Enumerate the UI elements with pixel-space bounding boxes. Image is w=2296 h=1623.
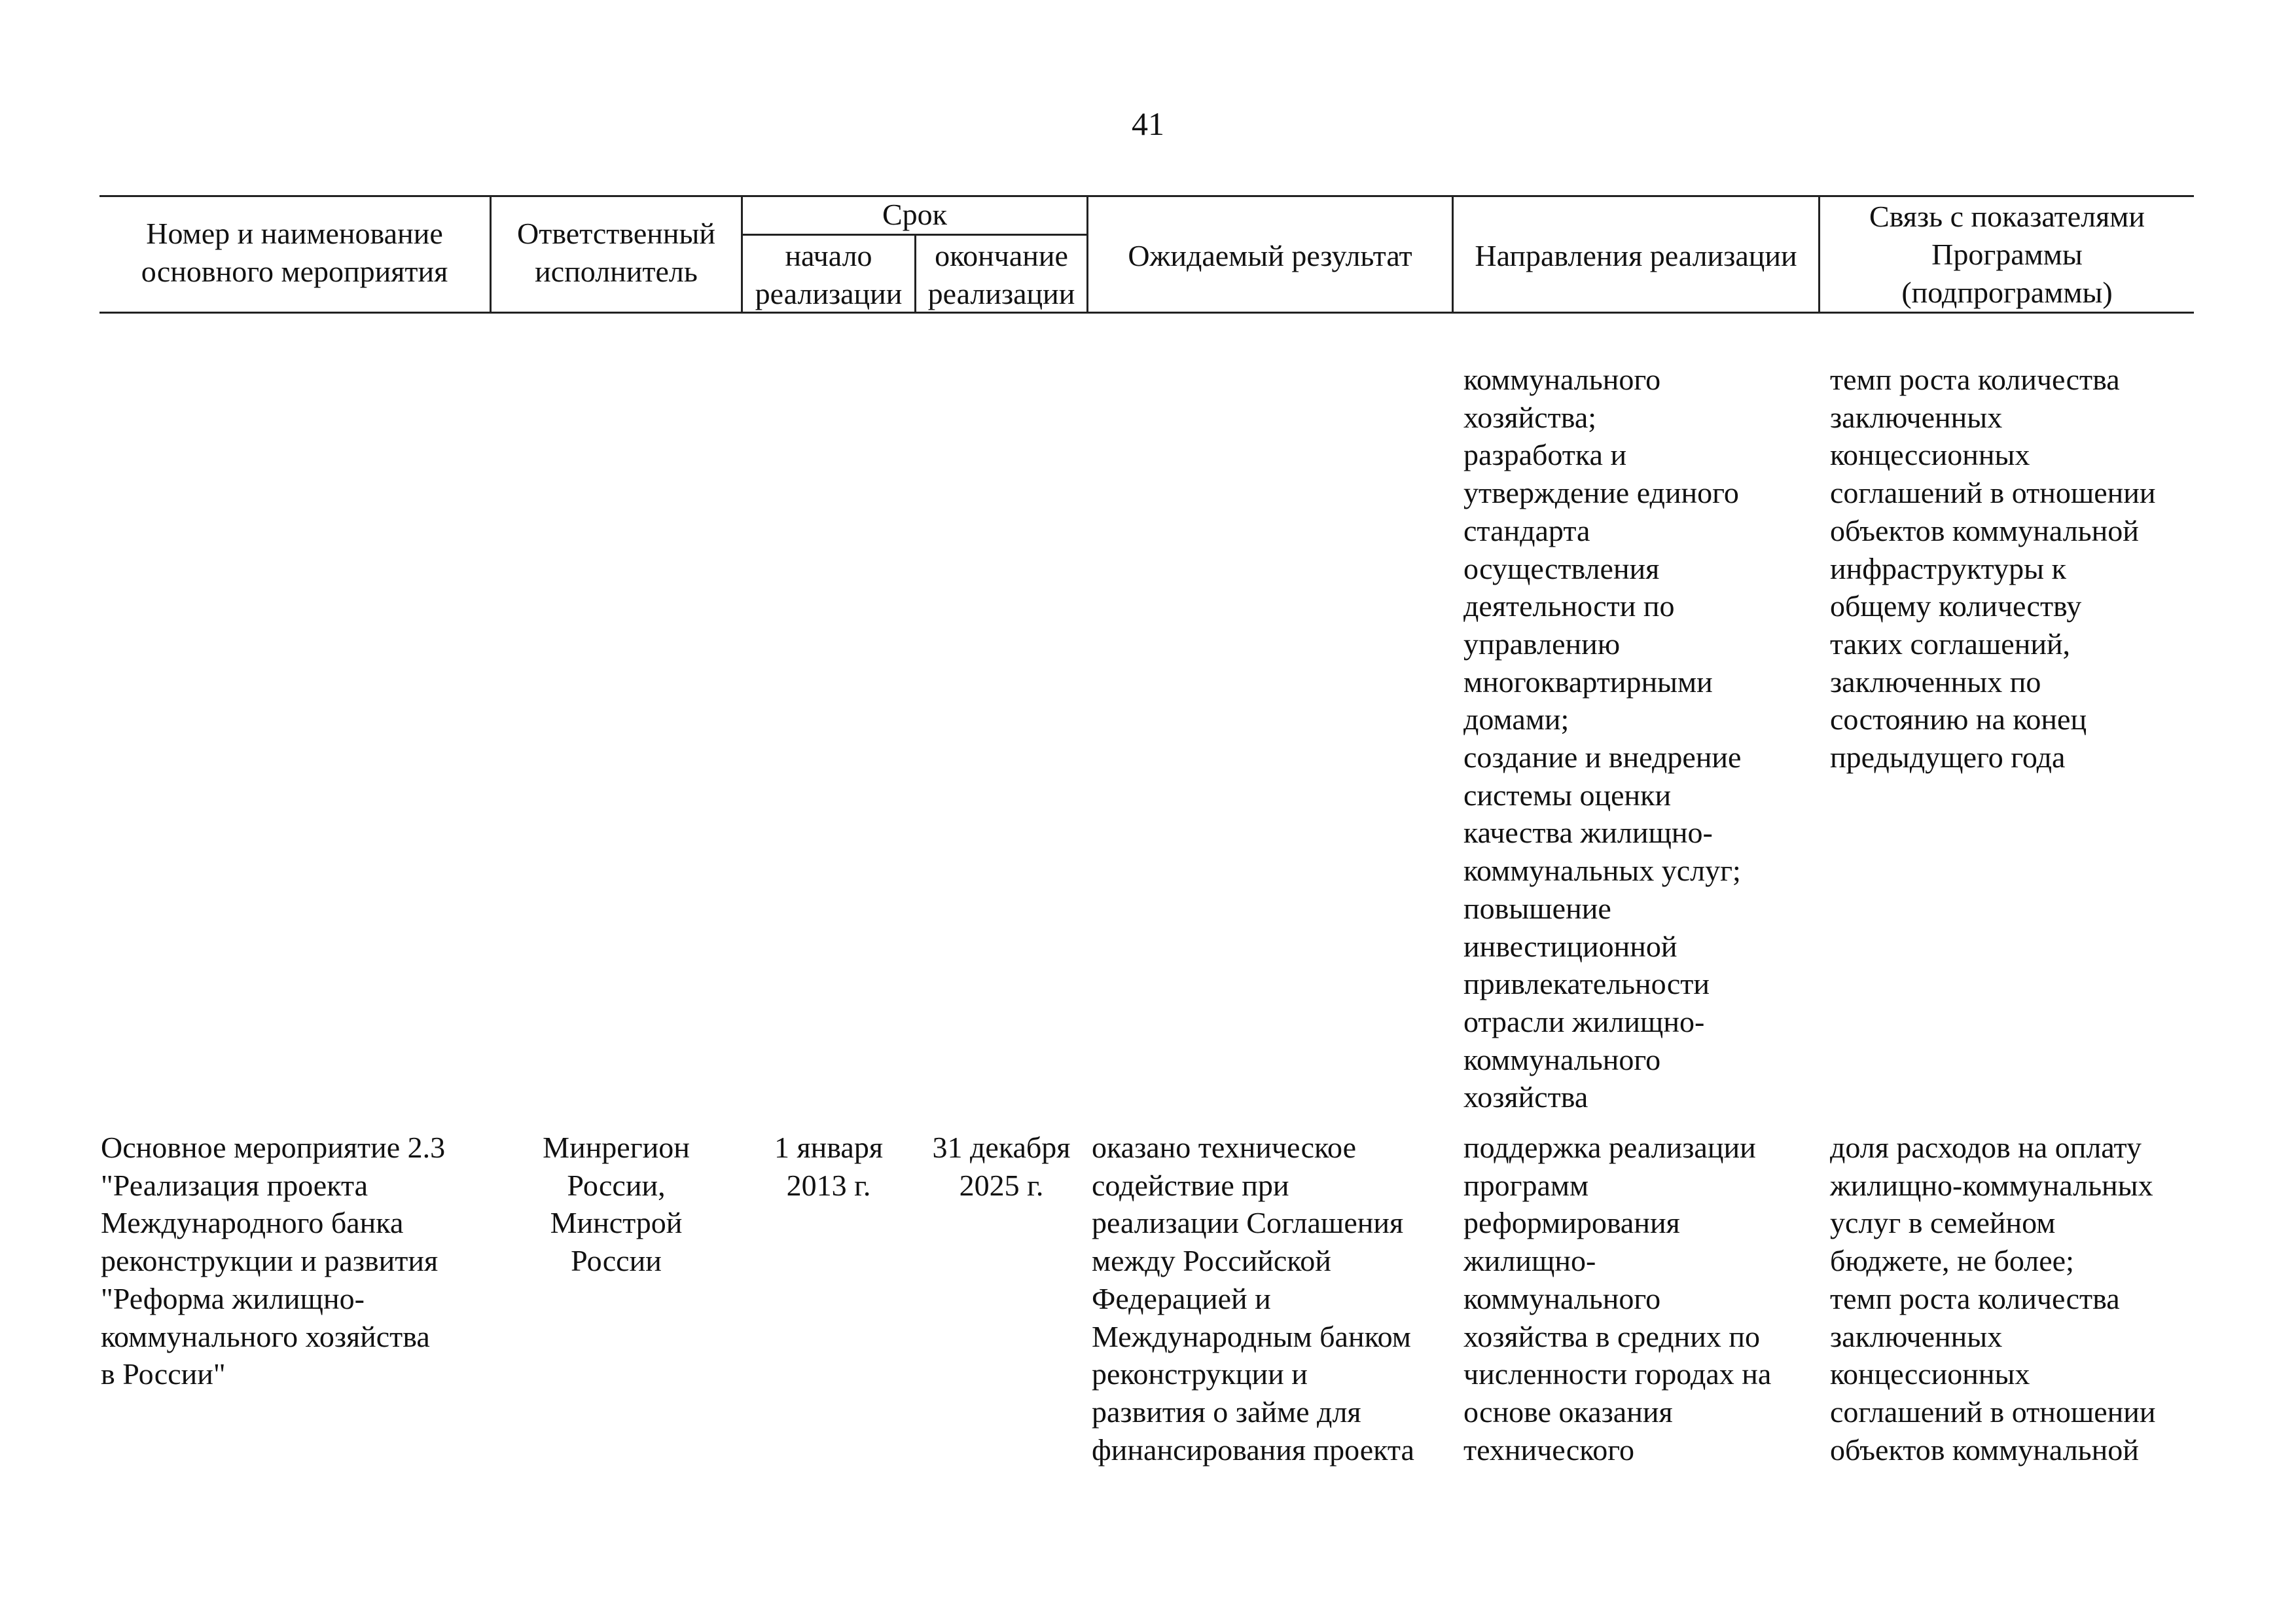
header-responsible: Ответственный исполнитель [517,217,715,288]
page-number: 41 [1132,105,1164,142]
header-start: начало реализации [755,239,903,310]
header-term: Срок [882,198,948,231]
row2-directions: поддержка реализации программ реформирования жилищно- коммунального хозяйства в средних по численности городах на основе оказания технического [1463,1131,1772,1467]
row2-end-date: 31 декабря 2025 г. [932,1131,1071,1202]
row1-indicators: темп роста количества заключенных концессионных соглашений в отношении объектов коммунальной инфраструктуры к общему количеству таких соглашений, заключенных по состоянию на конец предыдущего года [1830,363,2156,775]
row2-executor: Минрегион России, Минстрой России [543,1131,690,1278]
header-indicators: Связь с показателями Программы (подпрограммы) [1869,200,2145,309]
row2-expected-result: оказано техническое содействие при реализации Соглашения между Российской Федерацией и Международным банком реконструкции и развития о займе для финансирования проекта [1092,1131,1414,1467]
row2-measure-name: Основное мероприятие 2.3 "Реализация проекта Международного банка реконструкции и развития "Реформа жилищно- коммунального хозяйства в России" [101,1131,446,1391]
srok-divider-rule [741,234,1086,236]
header-expected-result: Ожидаемый результат [1128,239,1412,272]
row2-indicators: доля расходов на оплату жилищно-коммунальных услуг в семейном бюджете, не более; темп роста количества заключенных концессионных соглашений в отношении объектов коммунальной [1830,1131,2156,1467]
header-directions: Направления реализации [1475,239,1797,272]
table-top-rule [99,195,2194,197]
row1-directions: коммунального хозяйства; разработка и утверждение единого стандарта осуществления деятельности по управлению многоквартирными домами; создание и внедрение системы оценки качества жилищно- коммунальных услуг; повышение инвестиционной привлекательности отрасли жилищно- коммунального хозяйства [1463,363,1742,1114]
header-bottom-rule [99,312,2194,314]
header-measure-name: Номер и наименование основного мероприятия [141,217,448,288]
row2-start-date: 1 января 2013 г. [774,1131,883,1202]
header-end: окончание реализации [927,239,1075,310]
